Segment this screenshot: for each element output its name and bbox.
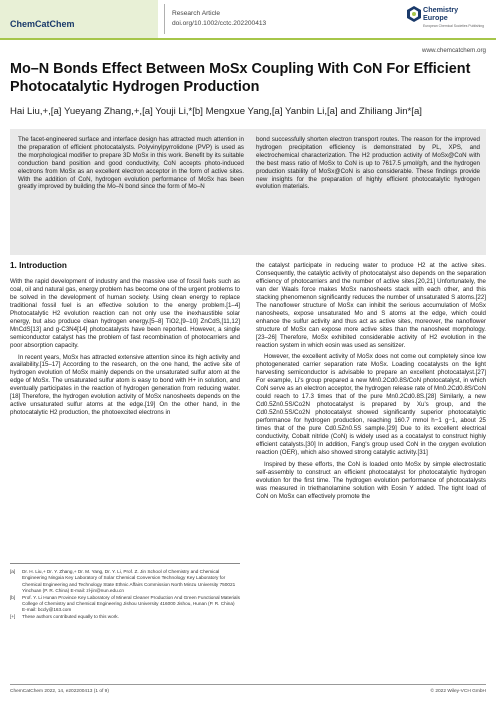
header-rule — [0, 38, 496, 40]
journal-name[interactable]: ChemCatChem — [10, 19, 75, 29]
affiliation-tag: [a] — [10, 569, 16, 574]
affiliation-item — [10, 569, 240, 595]
chemistry-europe-logo-icon — [407, 6, 421, 22]
affiliation-text: Dr. H. Liu,+ Dr. Y. Zhang,+ Dr. M. Yang, Dr. Y. Li, Prof. Z. Jin School of Chemistry and Chemical Engineering Ningxia Key Laboratory of Solar Chemical Conversion Technology Key Laboratory for Chemical Engineering and Technology State Ethnic Affairs Commission North Minzu University 750021 Yinchuan (P. R. China) E-mail: zl-jin@nun.edu.cn — [22, 569, 236, 594]
logo-subtitle: European Chemical Societies Publishing — [423, 24, 485, 28]
body-paragraph: In recent years, MoSx has attracted extensive attention since its high activity and availability.[15–17] According to the research, on the one hand, the active site of hydrogen evolution of MoSx mainly depends on the unsaturated sulfur atom at the edge of MoSx. The unsaturated sulfur atom is easy to bond with H+ in solution, and eventually participates in the reaction of hydrogen generation from reducing water.[18] Therefore, the hydrogen evolution activity of MoSx nanosheets depends on the active unsaturated sulfur atoms at the edge.[19] On the other hand, in the photocatalytic H2 production, the photoexcited electrons in — [10, 353, 240, 417]
footer-citation: ChemCatChem 2022, 14, e202200413 (1 of 9) — [10, 689, 109, 694]
affiliation-tag: [b] — [10, 594, 16, 600]
affiliations — [10, 563, 240, 620]
affiliation-text: Prof. Y. Li Hunan Province Key Laboratory of Mineral Cleaner Production And Green Functional Materials College of Chemistry and Chemical Engineering Jishou University 416000 Jishou, Hunan (P. R. China) E-mail: bccly@163.com — [22, 594, 240, 613]
affiliation-tag: [+] — [10, 613, 16, 619]
doi-link[interactable]: doi.org/10.1002/cctc.202200413 — [172, 20, 267, 27]
body-paragraph: With the rapid development of industry and the massive use of fossil fuels such as coal, oil and natural gas, energy problem has become one of the urgent problems to be solved in the development of human society. Using clean energy to replace traditional fossil fuel is an effective solution to the energy problem.[1–4] Photocatalytic H2 evolution reaction can not only use the inexhaustible solar energy, but also produce clean hydrogen energy.[5–8] TiO2,[9–10] ZnCdS,[11,12] MnCdS[13] and g-C3N4[14] photocatalysts have been reported. However, a single semiconductor catalyst has the problem of fast recombination of photocarriers and poor absorption capacity. — [10, 277, 240, 349]
page-header — [0, 0, 496, 42]
header-divider — [164, 4, 165, 34]
abstract-right-column: bond successfully shorten electron transport routes. The reason for the improved hydrogen precipitation efficiency is demonstrated by PL, XPS, and electrochemical characterization. The H2 production activity of MoSx@CoN with the best mass ratio of MoSx to CoN is up to 7617.5 μmol/g/h, and the hydrogen production stability of MoSx@CoN is also considerable. These findings provide new insights for the preparation of highly efficient photocatalytic hydrogen evolution materials. — [256, 136, 480, 191]
journal-website[interactable]: www.chemcatchem.org — [422, 47, 486, 54]
body-left-column — [10, 262, 240, 421]
footer-copyright: © 2022 Wiley-VCH GmbH — [430, 689, 486, 694]
author-list: Hai Liu,+,[a] Yueyang Zhang,+,[a] Youji Li,*[b] Mengxue Yang,[a] Yanbin Li,[a] and Zhiliang Jin*[a] — [10, 106, 422, 117]
body-paragraph: However, the excellent activity of MoSx does not come out completely since low photogenerated carrier separation rate MoSx. Loading cocatalysts on the light harvesting semiconductor is advisable to prepare an excellent photocatalyst.[27] For example, Li's group prepared a new Mn0.2Cd0.8S/CoN photocatalyst, in which CoN serve as an electron acceptor, the hydrogen release rate of Mn0.2Cd0.8S/CoN could reach to 17.3 times that of the pure Mn0.2Cd0.8S.[28] Similarly, a new Cd0.5Zn0.5S/Co2N photocatalyst is prepared by Xu's group, and the Cd0.5Zn0.5S/Co2N photocatalyst showed significantly superior photocatalytic performance for hydrogen production, reaching 160.7 mmol h−1 g−1, about 25 times that of the pure Cd0.5Zn0.5S sample.[29] Due to its excellent electrical conductivity, Cobalt nitride (CoN) is widely used as a cocatalyst to construct highly efficient catalysts.[30] In addition, Fang's group used CoN in the oxygen evolution reaction (OER), which also showed strong catalytic activity.[31] — [256, 353, 486, 456]
body-right-column — [256, 262, 486, 505]
affiliation-item — [10, 595, 240, 614]
body-paragraph: the catalyst participate in reducing water to produce H2 at the active sites. Consequently, the catalytic activity of photocatalyst also depends on the separation efficiency of photocarriers and the number of active sites.[20,21] Unfortunately, the van der Waals force makes MoSx nanosheets stack with each other, and this stacking phenomenon significantly reduces the number of unsaturated S atoms.[22] The nanoflower structure of MoSx can inhibit the serious accumulation of MoSx nanosheets, expose unsaturated Mo and S atoms at the edge, which could enhance the sulfur activity and thus act as active sites, moreover, the nanoflower structure of MoSx can expose more active sites than the nanosheet morphology.[23–26] Therefore, MoSx exhibited considerable activity of H2 evolution in the reaction system in which eosin was used as sensitizer. — [256, 262, 486, 349]
footer-rule — [10, 684, 486, 685]
publisher-logo[interactable] — [407, 4, 491, 36]
article-type: Research Article — [172, 10, 221, 17]
affiliation-text: These authors contributed equally to this work. — [22, 613, 119, 619]
abstract-left-column: The facet-engineered surface and interface design has attracted much attention in the preparation of efficient photocatalysts. Polyvinylpyrrolidone (PVP) is used as the morphological modifier to prepare 3D MoSx in this work. Benefit by its suitable conduction band position and good conductivity, CoN accepts photo-induced electrons from MoSx as an excellent electron acceptor in the form of active sites. With the addition of CoN, hydrogen evolution performance of MoSx has been greatly improved by building the Mo–N bond since the form of Mo–N — [18, 136, 244, 191]
abstract-box — [10, 129, 486, 255]
article-title: Mo–N Bonds Effect Between MoSx Coupling With CoN For Efficient Photocatalytic Hydrogen Production — [10, 61, 471, 95]
section-heading: 1. Introduction — [10, 261, 67, 270]
affiliation-item — [10, 614, 240, 620]
logo-wordmark: Chemistry Europe — [423, 5, 459, 22]
body-paragraph: Inspired by these efforts, the CoN is loaded onto MoSx by simple electrostatic self-assembly to construct an efficient photocatalyst for photocatalytic hydrogen evolution for the first time. The hydrogen evolution performance of photocatalysts was measured in triethanolamine solution with Eosin Y added. The tight load of CoN on MoSx can effectively promote the — [256, 460, 486, 500]
